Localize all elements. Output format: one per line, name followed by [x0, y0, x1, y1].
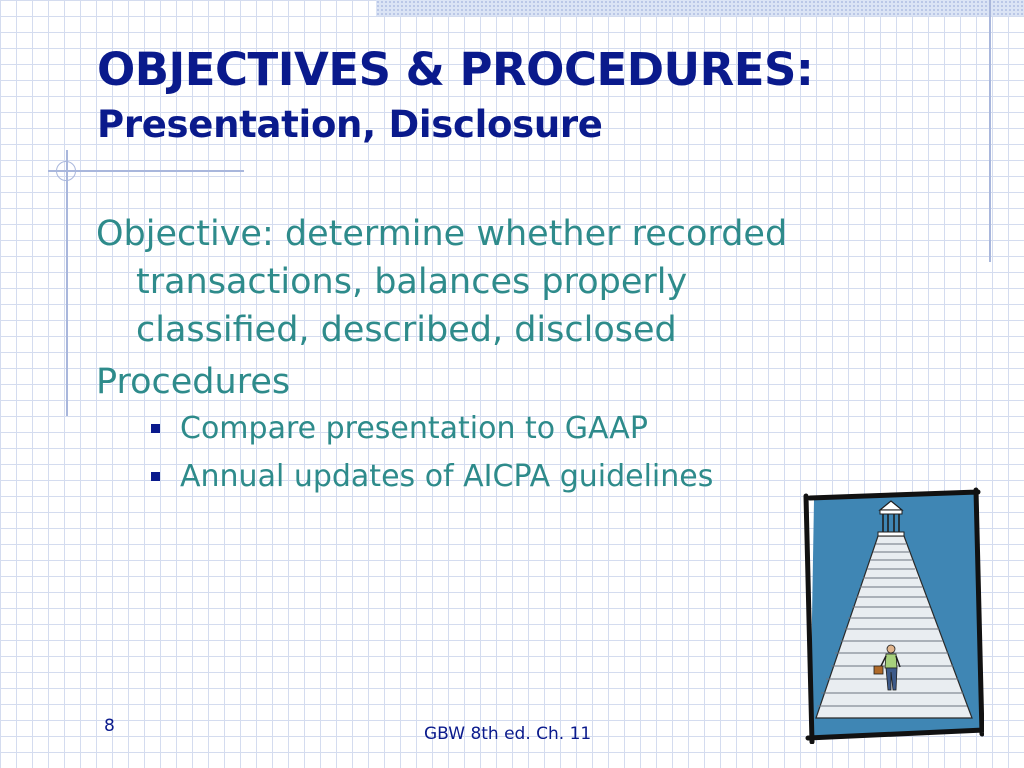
right-decor-line [989, 0, 991, 262]
slide-body [96, 210, 796, 506]
title-line-2: Presentation, Disclosure [97, 103, 603, 146]
procedures-list [96, 410, 796, 496]
square-bullet-icon [151, 472, 160, 481]
title-underline [48, 170, 244, 172]
footer-text: GBW 8th ed. Ch. 11 [424, 724, 592, 744]
slide-title [97, 40, 813, 150]
procedures-heading: Procedures [96, 362, 291, 402]
procedure-item-text: Compare presentation to GAAP [180, 411, 648, 446]
procedure-item-text: Annual updates of AICPA guidelines [180, 459, 714, 494]
stairway-to-temple-icon [800, 486, 984, 744]
square-bullet-icon [151, 424, 160, 433]
objective-text: Objective: determine whether recorded transactions, balances properly classified, described, disclosed [96, 214, 788, 350]
title-line-1: OBJECTIVES & PROCEDURES: [97, 43, 814, 96]
left-decor-line [66, 150, 68, 416]
list-item [148, 410, 796, 448]
list-item [148, 458, 796, 496]
page-number: 8 [104, 716, 115, 736]
decor-circle [56, 161, 76, 181]
top-pattern-band [376, 0, 1024, 16]
